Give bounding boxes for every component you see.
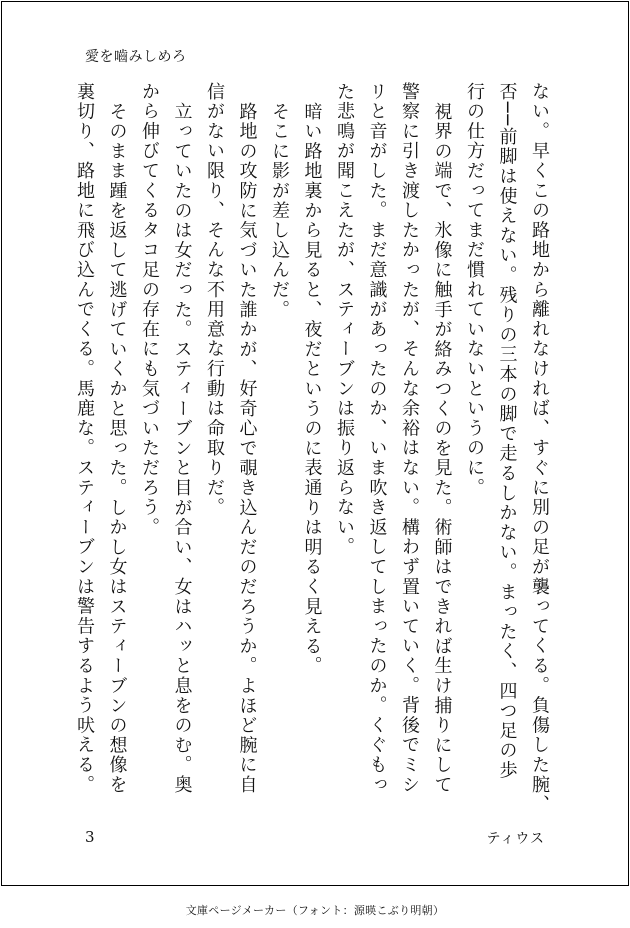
text-line: 信がない限り、そんな不用意な行動は命取りだ。 <box>204 82 225 518</box>
text-line: た悲鳴が聞こえたが、スティーブンは振り返らない。 <box>334 82 355 558</box>
text-line: 立っていたのは女だった。スティーブンと目が合い、女はハッと息をのむ。奥 <box>171 101 193 795</box>
footer-credit: 文庫ページメーカー（フォント：源暎こぶり明朝） <box>185 904 445 917</box>
text-line: 行の仕方だってまだ慣れていないというのに。 <box>464 82 485 498</box>
text-line: 否──前脚は使えない。残りの三本の脚で走るしかない。まったく、四つ足の歩 <box>496 82 518 781</box>
text-line: 裏切り、路地に飛び込んでくる。馬鹿な。スティーブンは警告するよう吠える。 <box>74 82 95 795</box>
text-line: そのまま踵を返して逃げていくかと思った。しかし女はスティーブンの想像を <box>106 101 128 795</box>
body-text <box>68 82 556 815</box>
text-line: 路地の攻防に気づいた誰かが、好奇心で覗き込んだのだろうか。よほど腕に自 <box>236 101 258 795</box>
text-line: ない。早くこの路地から離れなければ、すぐに別の足が襲ってくる。負傷した腕、 <box>529 82 550 815</box>
text-line: そこに影が差し込んだ。 <box>269 101 290 320</box>
author-name: ティウス <box>486 831 545 847</box>
page-frame <box>1 1 629 886</box>
text-line: リと音がした。まだ意識があったのか、いま吹き返してしまったのか。くぐもっ <box>366 82 388 795</box>
running-title: 愛を嚙みしめろ <box>85 49 187 65</box>
text-line: 警察に引き渡したかったが、そんな余裕はない。構わず置いていく。背後でミシ <box>399 82 420 795</box>
text-line: から伸びてくるタコ足の存在にも気づいただろう。 <box>139 82 160 538</box>
page-number: 3 <box>85 828 95 846</box>
text-line: 視界の端で、氷像に触手が絡みつくのを見た。術師はできれば生け捕りにして <box>431 101 453 795</box>
text-line: 暗い路地裏から見ると、夜だというのに表通りは明るく見える。 <box>301 101 323 676</box>
